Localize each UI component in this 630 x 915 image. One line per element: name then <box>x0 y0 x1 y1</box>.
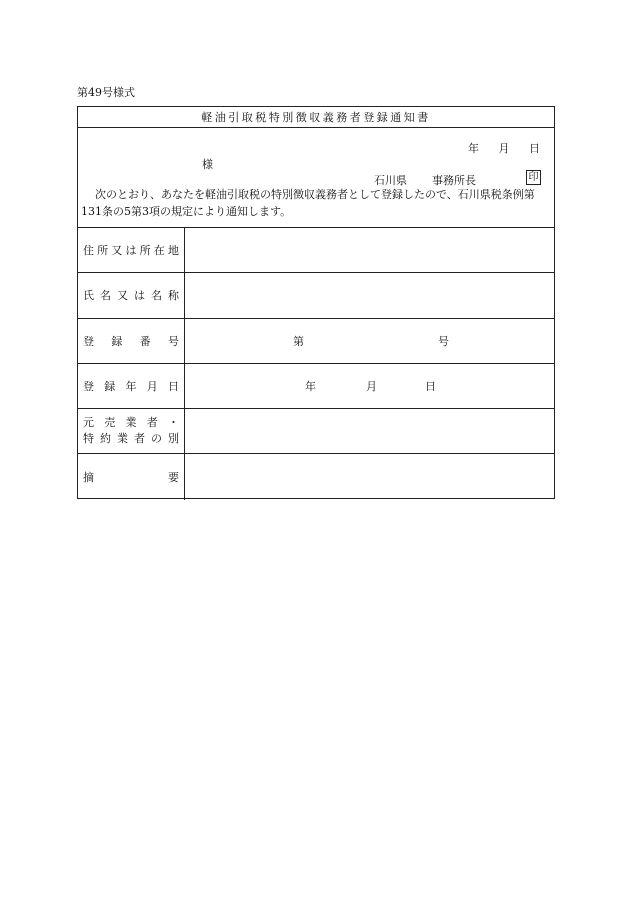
address-label-text <box>83 242 179 258</box>
label-char: 又 <box>117 289 128 303</box>
intro-section <box>78 128 554 228</box>
label-char: 業 <box>125 416 137 430</box>
label-char: 日 <box>168 380 179 394</box>
label-char: 名 <box>100 289 111 303</box>
label-char: 名 <box>151 289 162 303</box>
seal-mark: 印 <box>526 170 541 185</box>
label-char: 登 <box>83 334 94 348</box>
label-char: 在 <box>153 244 165 258</box>
recipient-suffix: 様 <box>202 158 213 171</box>
label-char: 号 <box>167 334 179 348</box>
registration-date-value[interactable] <box>185 364 554 408</box>
label-char: 年 <box>125 380 137 394</box>
label-char: 別 <box>168 432 179 446</box>
label-char: は <box>134 289 145 303</box>
label-char: 住 <box>83 244 94 258</box>
form-number: 第49号様式 <box>77 86 135 99</box>
label-char: 録 <box>111 334 123 348</box>
remarks-label-text <box>83 469 179 485</box>
registration-number-suffix: 号 <box>438 334 449 348</box>
label-char: 登 <box>83 380 94 394</box>
issuer-prefecture: 石川県 <box>374 174 407 187</box>
label-char: 業 <box>117 432 128 446</box>
label-char: 所 <box>139 244 151 258</box>
dealer-type-value[interactable] <box>185 409 554 453</box>
label-char: 特 <box>83 432 94 446</box>
name-value[interactable] <box>185 273 554 317</box>
remarks-value[interactable] <box>185 454 554 499</box>
registration-number-label <box>78 319 185 363</box>
label-char: 月 <box>146 380 158 394</box>
row-registration-date <box>78 364 554 409</box>
label-char: 称 <box>168 289 179 303</box>
remarks-label <box>78 454 185 499</box>
address-label <box>78 228 185 272</box>
row-remarks <box>78 454 554 499</box>
label-char: 地 <box>167 244 179 258</box>
label-char: 元 <box>83 416 94 430</box>
form-title: 軽油引取税特別徴収義務者登録通知書 <box>78 107 554 128</box>
registration-date-year: 年 <box>305 380 316 394</box>
dealer-type-label-line1 <box>83 415 179 431</box>
registration-number-label-text <box>83 333 179 349</box>
name-label <box>78 273 185 317</box>
row-name <box>78 273 554 318</box>
issue-date-year: 年 <box>468 142 479 155</box>
label-char: 者 <box>134 432 145 446</box>
registration-date-day: 日 <box>425 380 436 394</box>
label-char: 又 <box>111 244 123 258</box>
address-value[interactable] <box>185 228 554 272</box>
issue-date-day: 日 <box>529 142 540 155</box>
dealer-type-label-line2 <box>83 431 179 447</box>
label-char: 摘 <box>83 471 94 485</box>
form-rows <box>78 228 554 500</box>
label-char: 売 <box>104 416 116 430</box>
issue-date-month: 月 <box>498 142 510 155</box>
row-dealer-type <box>78 409 554 454</box>
label-char: 者 <box>146 416 158 430</box>
notification-text: 次のとおり、あなたを軽油引取税の特別徴収義務者として登録したので、石川県税条例第131条の5第3項の規定により通知します。 <box>81 188 535 218</box>
registration-date-label <box>78 364 185 408</box>
label-char: 所 <box>97 244 109 258</box>
name-label-text <box>83 287 179 303</box>
row-registration-number <box>78 319 554 364</box>
label-char: 番 <box>139 334 151 348</box>
row-address <box>78 228 554 273</box>
registration-date-label-text <box>83 378 179 394</box>
label-char: 録 <box>104 380 116 394</box>
label-char: 氏 <box>83 289 94 303</box>
issuer-office: 事務所長 <box>432 174 476 187</box>
label-char: ・ <box>168 416 179 430</box>
notification-form <box>77 106 555 499</box>
registration-date-month: 月 <box>366 380 377 394</box>
label-char: は <box>125 244 137 258</box>
registration-number-prefix: 第 <box>293 334 304 348</box>
label-char: 要 <box>168 471 179 485</box>
registration-number-value[interactable] <box>185 319 554 363</box>
label-char: の <box>151 432 162 446</box>
issue-date <box>452 140 540 156</box>
dealer-type-label <box>78 409 185 453</box>
label-char: 約 <box>100 432 111 446</box>
